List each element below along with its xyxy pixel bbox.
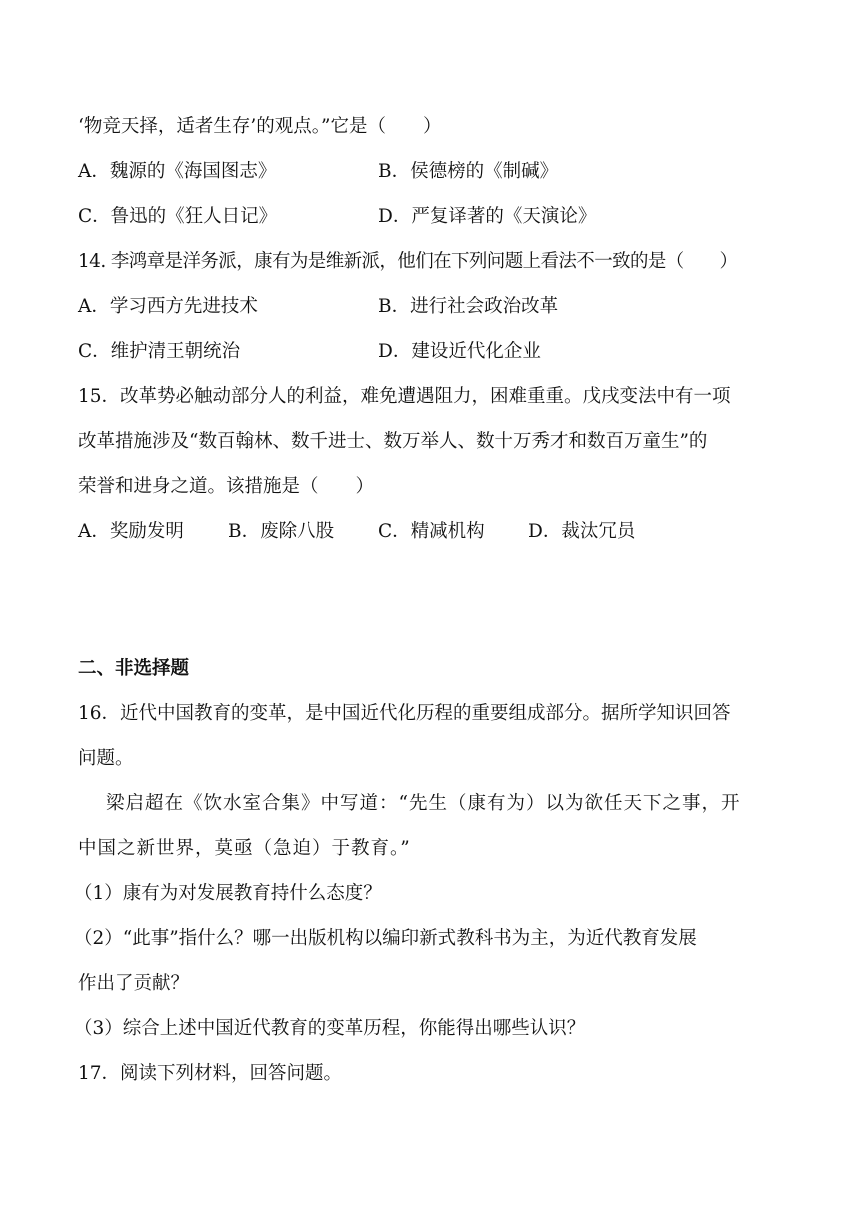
q15-stem-line-1: 15．改革势必触动部分人的利益，难免遭遇阻力，困难重重。戊戌变法中有一项 (78, 386, 731, 407)
q16-material-line-2: 中国之新世界，莫亟（急迫）于教育。” (78, 838, 411, 859)
q15-option-c: C．精减机构 (378, 521, 485, 542)
q13-option-d: D．严复译著的《天演论》 (378, 206, 597, 227)
q15-option-d: D．裁汰冗员 (528, 521, 636, 542)
q14-stem: 14. 李鸿章是洋务派，康有为是维新派，他们在下列问题上看法不一致的是（ ） (78, 251, 738, 272)
q16-stem-line-2: 问题。 (78, 748, 134, 769)
q15-option-a: A．奖励发明 (78, 521, 184, 542)
q16-subquestion-2-line-2: 作出了贡献？ (78, 973, 190, 994)
q13-option-b: B．侯德榜的《制碱》 (378, 161, 559, 182)
q16-subquestion-2-line-1: （2）“此事”指什么？哪一出版机构以编印新式教科书为主，为近代教育发展 (74, 928, 697, 949)
section-heading-non-choice: 二、非选择题 (78, 658, 190, 679)
q13-option-a: A．魏源的《海国图志》 (78, 161, 277, 182)
q13-option-c: C．鲁迅的《狂人日记》 (78, 206, 278, 227)
q13-stem-tail: ‘物竞天择，适者生存’的观点。”它是（ ） (78, 116, 442, 137)
q16-subquestion-1: （1）康有为对发展教育持什么态度？ (74, 883, 382, 904)
q14-option-d: D．建设近代化企业 (378, 341, 541, 362)
q14-option-c: C．维护清王朝统治 (78, 341, 241, 362)
q16-stem-line-1: 16．近代中国教育的变革，是中国近代化历程的重要组成部分。据所学知识回答 (78, 703, 731, 724)
q15-stem-line-2: 改革措施涉及“数百翰林、数千进士、数万举人、数十万秀才和数百万童生”的 (78, 431, 708, 452)
q14-option-b: B．进行社会政治改革 (378, 296, 559, 317)
q14-option-a: A．学习西方先进技术 (78, 296, 258, 317)
q16-subquestion-3: （3）综合上述中国近代教育的变革历程，你能得出哪些认识？ (74, 1018, 586, 1039)
q16-material-line-1: 梁启超在《饮水室合集》中写道：“先生（康有为）以为欲任天下之事，开 (106, 793, 741, 814)
q17-stem: 17．阅读下列材料，回答问题。 (78, 1063, 343, 1084)
q15-option-b: B．废除八股 (228, 521, 335, 542)
q15-stem-line-3: 荣誉和进身之道。该措施是（ ） (78, 476, 375, 497)
